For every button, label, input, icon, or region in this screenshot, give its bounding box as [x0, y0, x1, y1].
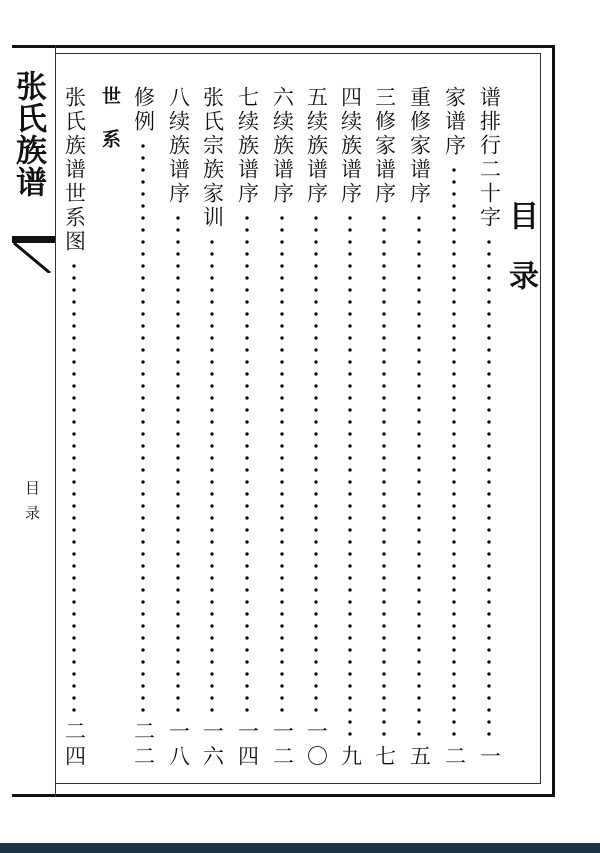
toc-entry-page: 二二 [131, 720, 156, 770]
toc-entry-page: 二四 [62, 720, 87, 770]
toc-entry-page: 一八 [166, 720, 191, 770]
toc-entry-title: 家谱序 [442, 86, 467, 158]
dot-leader [314, 212, 318, 714]
dot-leader [280, 212, 284, 714]
dot-leader [487, 236, 491, 739]
toc-entry[interactable] [335, 86, 365, 770]
toc-entry[interactable] [267, 86, 297, 770]
toc-entry-page: 一四 [235, 720, 260, 770]
dot-leader [176, 212, 180, 714]
bottom-band [0, 843, 600, 853]
dot-leader [210, 236, 214, 714]
dot-leader [417, 212, 421, 739]
toc-entry-page: 一二 [270, 720, 295, 770]
toc-entry[interactable] [59, 86, 89, 770]
toc-entry-title: 八续族谱序 [166, 86, 191, 206]
toc-entry[interactable] [301, 86, 331, 770]
toc-entry[interactable] [197, 86, 227, 770]
fishtail-diagonal [12, 243, 55, 273]
toc-entry-page: 一 [477, 745, 502, 770]
toc-entry-title: 谱排行二十字 [477, 86, 502, 230]
toc-entry-page: 一六 [200, 720, 225, 770]
dot-leader [452, 164, 456, 739]
toc-entry-title: 四续族谱序 [338, 86, 363, 206]
toc-entry[interactable] [439, 86, 469, 770]
toc-entry-title: 五续族谱序 [304, 86, 329, 206]
toc-entry-title: 重修家谱序 [407, 86, 432, 206]
toc-entry-page: 七 [372, 745, 397, 770]
toc-entry[interactable] [369, 86, 399, 770]
toc-entry-page: 二 [442, 745, 467, 770]
toc-entry[interactable] [232, 86, 262, 770]
toc-entry[interactable] [474, 86, 504, 770]
toc-entry-title: 张氏族谱世系图 [62, 86, 87, 254]
spine-section-label: 目录 [23, 480, 41, 530]
toc-entry[interactable] [163, 86, 193, 770]
dot-leader [348, 212, 352, 739]
toc-entry-title: 三修家谱序 [372, 86, 397, 206]
dot-leader [141, 140, 145, 714]
toc-entry-page: 一〇 [304, 720, 329, 770]
toc-entry-title: 张氏宗族家训 [200, 86, 225, 230]
toc-entry-page: 九 [338, 745, 363, 770]
dot-leader [72, 260, 76, 714]
toc-entry-title: 修例 [131, 86, 156, 134]
dot-leader [245, 212, 249, 714]
book-title: 张氏族谱 [10, 70, 46, 198]
section-label-lineage: 世系 [99, 86, 121, 172]
toc-heading: 目录 [503, 200, 538, 320]
toc-entry[interactable] [404, 86, 434, 770]
dot-leader [382, 212, 386, 739]
toc-entry-title: 七续族谱序 [235, 86, 260, 206]
toc-entry-page: 五 [407, 745, 432, 770]
toc-entry-title: 六续族谱序 [270, 86, 295, 206]
toc-entry[interactable] [128, 86, 158, 770]
fishtail-ornament [12, 236, 55, 243]
